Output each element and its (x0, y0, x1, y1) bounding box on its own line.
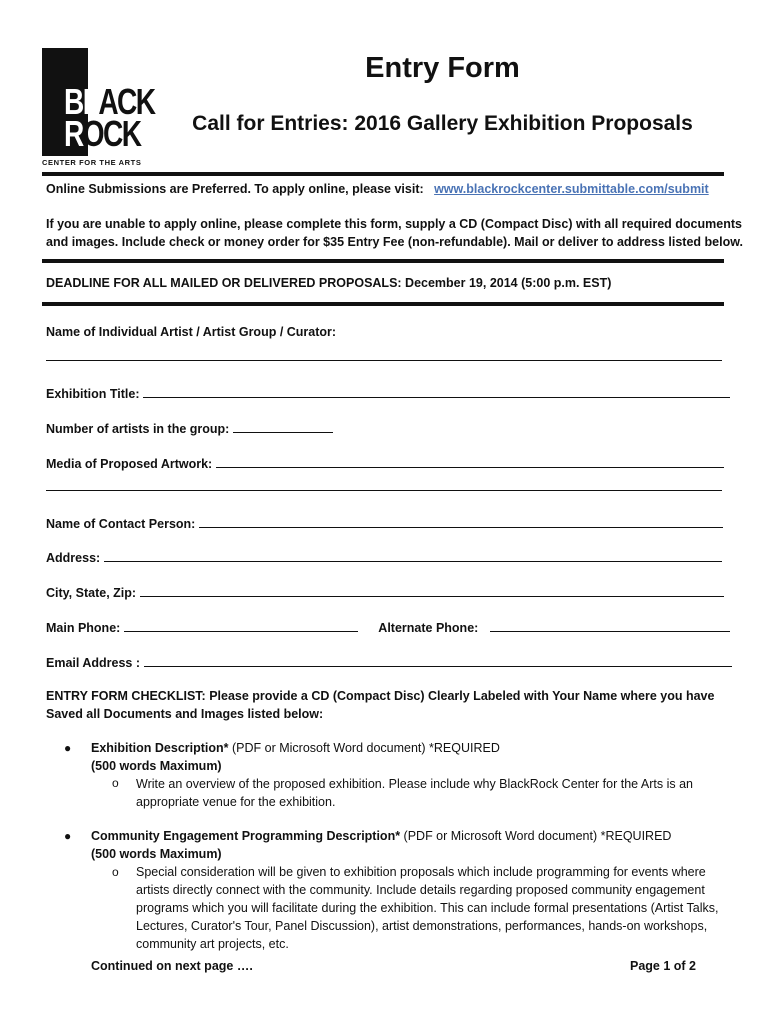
item-1-format: (PDF or Microsoft Word document) *REQUIRED (228, 741, 500, 755)
checklist-heading-line2: Saved all Documents and Images listed below: (46, 707, 324, 721)
artist-name-label: Name of Individual Artist / Artist Group / Curator: (46, 325, 337, 339)
media-label: Media of Proposed Artwork: (46, 457, 213, 471)
exhibition-title-label: Exhibition Title: (46, 387, 140, 401)
logo-line1: BLACK (64, 81, 155, 122)
deadline-text: DEADLINE FOR ALL MAILED OR DELIVERED PROPOSALS: December 19, 2014 (5:00 p.m. EST) (46, 276, 612, 290)
bullet-icon: ● (64, 829, 72, 843)
item-1-limit: (500 words Maximum) (91, 759, 222, 773)
alt-phone-label: Alternate Phone: (378, 621, 479, 635)
email-field[interactable] (144, 654, 732, 667)
divider (42, 172, 724, 176)
num-artists-label: Number of artists in the group: (46, 422, 230, 436)
contact-row (46, 515, 723, 531)
item-1-title: Exhibition Description* (91, 741, 229, 755)
item-2-limit: (500 words Maximum) (91, 847, 222, 861)
checklist-heading-line1: ENTRY FORM CHECKLIST: Please provide a CD (Compact Disc) Clearly Labeled with Your Name where you have (46, 689, 715, 703)
city-field[interactable] (140, 584, 724, 597)
page-title: Entry Form (365, 52, 520, 84)
online-text: Online Submissions are Preferred. To apply online, please visit: (46, 182, 424, 196)
exhibition-title-row (46, 385, 730, 401)
offline-line1: If you are unable to apply online, please complete this form, supply a CD (Compact Disc) with all required documents (46, 217, 742, 231)
address-row (46, 549, 722, 565)
online-submission-text (46, 182, 709, 196)
divider (42, 302, 724, 306)
media-field[interactable] (216, 455, 724, 468)
circle-bullet-icon: o (112, 776, 119, 790)
item-2-title: Community Engagement Programming Description* (91, 829, 401, 843)
contact-field[interactable] (199, 515, 723, 528)
num-artists-field[interactable] (233, 420, 333, 433)
alt-phone-field[interactable] (490, 619, 730, 632)
email-label: Email Address : (46, 656, 141, 670)
address-field[interactable] (104, 549, 722, 562)
checklist-item-1-title (91, 741, 500, 755)
offline-line2: and images. Include check or money order for $35 Entry Fee (non-refundable). Mail or deliver to address listed below. (46, 235, 743, 249)
bullet-icon: ● (64, 741, 72, 755)
exhibition-title-field[interactable] (143, 385, 730, 398)
divider (42, 259, 724, 263)
logo-subtitle: CENTER FOR THE ARTS (42, 158, 142, 167)
continued-note: Continued on next page …. (91, 959, 253, 973)
media-row (46, 455, 724, 471)
item-2-detail: Special consideration will be given to exhibition proposals which include programming for events where artists directly connect with the community. Include details regarding proposed community engagement programs which you will facilitate during the exhibition. This can include formal presentations (Artist Talks, Lectures, Curator's Tour, Panel Discussion), artist demonstrations, performances, hands-on workshops, community art projects, etc. (136, 865, 719, 951)
address-label: Address: (46, 551, 101, 565)
media-field-line2[interactable] (46, 490, 722, 491)
page-subtitle: Call for Entries: 2016 Gallery Exhibition Proposals (192, 112, 693, 135)
artist-name-field[interactable] (46, 360, 722, 361)
num-artists-row (46, 420, 333, 436)
email-row (46, 654, 732, 670)
main-phone-field[interactable] (124, 619, 358, 632)
main-phone-label: Main Phone: (46, 621, 121, 635)
logo-line2: ROCK (64, 113, 141, 154)
item-2-format: (PDF or Microsoft Word document) *REQUIRED (400, 829, 672, 843)
phone-row (46, 619, 730, 635)
city-label: City, State, Zip: (46, 586, 137, 600)
contact-label: Name of Contact Person: (46, 517, 196, 531)
city-row (46, 584, 724, 600)
page-number: Page 1 of 2 (630, 959, 696, 973)
item-1-detail: Write an overview of the proposed exhibition. Please include why BlackRock Center for the Arts is an appropriate venue for the exhibition. (136, 777, 693, 809)
checklist-item-2-title (91, 829, 671, 843)
submittable-link[interactable]: www.blackrockcenter.submittable.com/submit (434, 182, 709, 196)
circle-bullet-icon: o (112, 865, 119, 879)
